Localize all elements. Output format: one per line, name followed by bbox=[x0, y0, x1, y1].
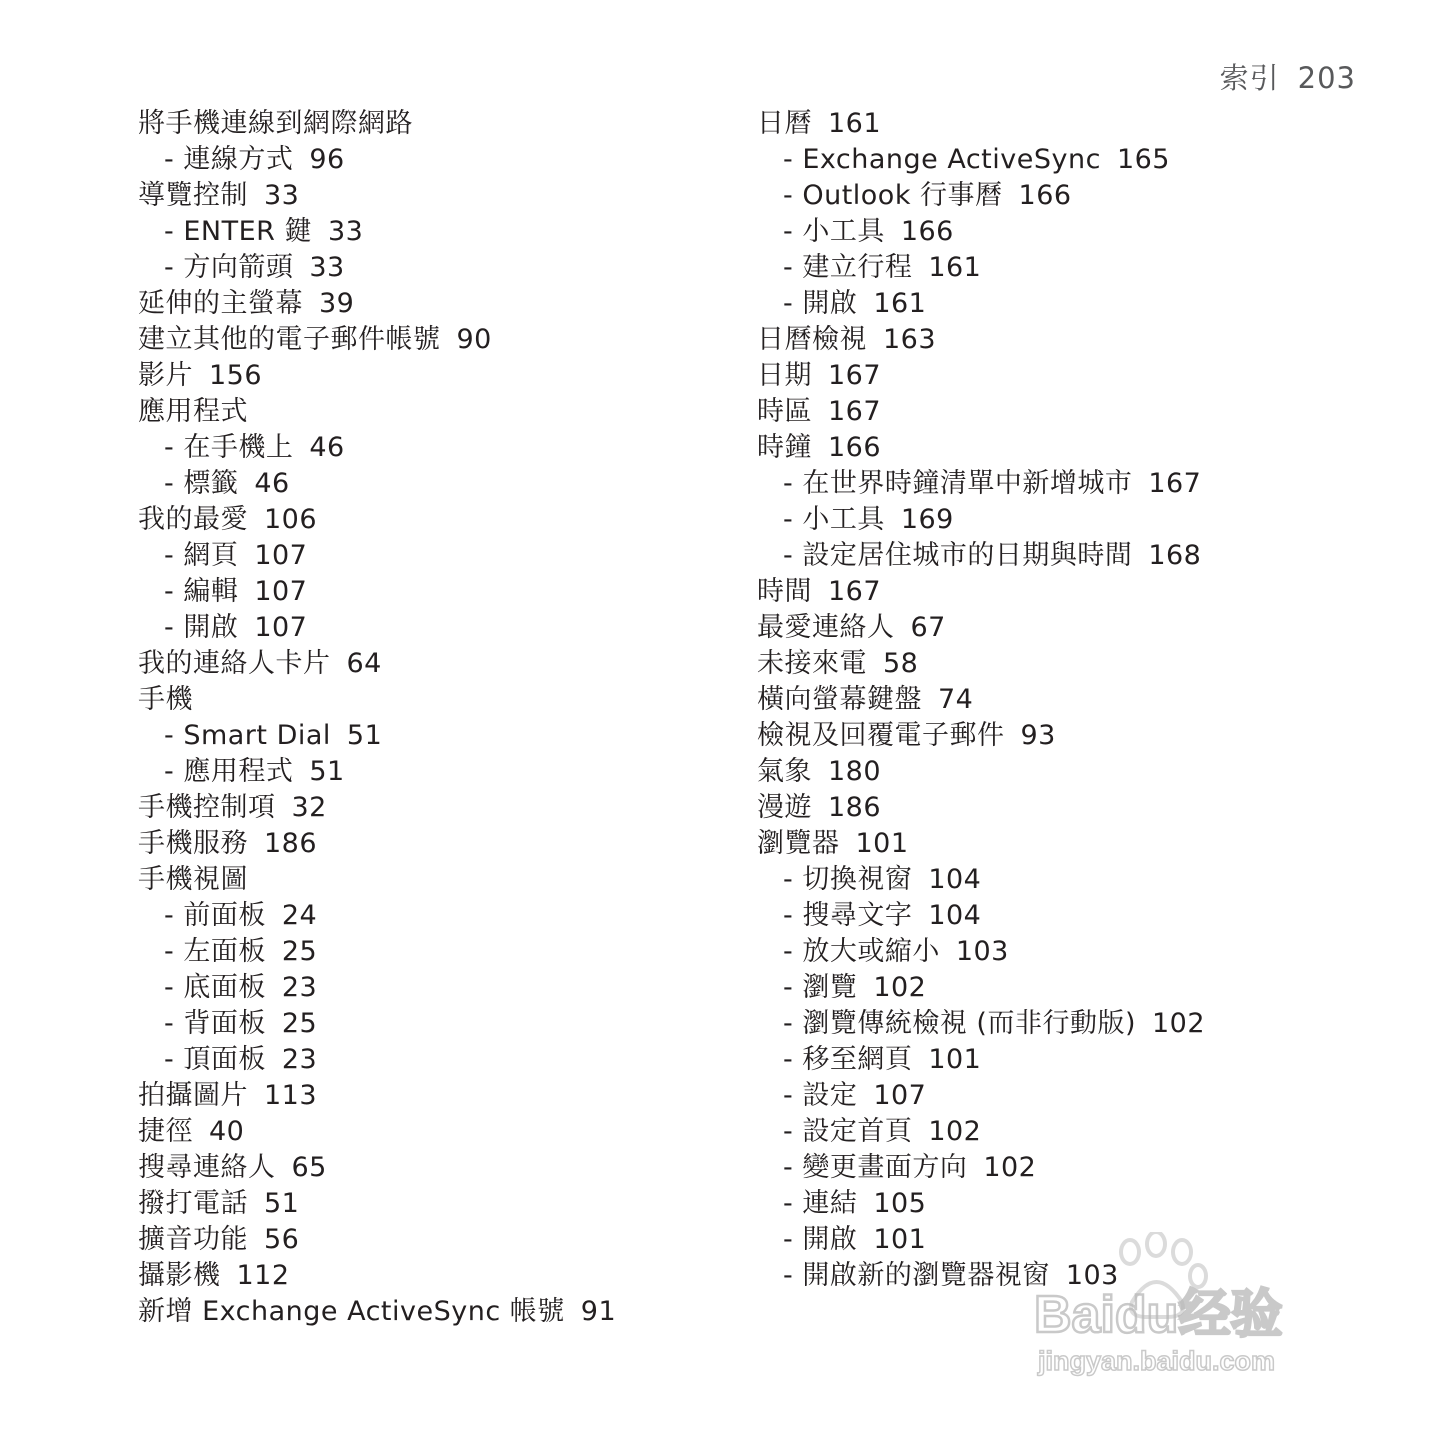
index-subentry bbox=[138, 970, 616, 1006]
index-subentry bbox=[138, 754, 616, 790]
index-page-ref: 104 bbox=[928, 900, 982, 931]
index-term: - 應用程式 bbox=[164, 756, 294, 787]
index-term: - 頂面板 bbox=[164, 1044, 266, 1075]
watermark-url-text: jingyan.baidu.com bbox=[1038, 1346, 1276, 1376]
index-term: - 瀏覽 bbox=[783, 972, 858, 1003]
index-term: - Exchange ActiveSync bbox=[783, 144, 1101, 175]
index-term: 撥打電話 bbox=[138, 1188, 248, 1219]
index-term: 橫向螢幕鍵盤 bbox=[757, 684, 922, 715]
index-term: 時鐘 bbox=[757, 432, 812, 463]
index-term: - 瀏覽傳統檢視 (而非行動版) bbox=[783, 1008, 1136, 1039]
index-page-ref: 25 bbox=[281, 936, 318, 967]
index-page-ref: 161 bbox=[873, 288, 927, 319]
index-page-ref: 161 bbox=[828, 108, 882, 139]
index-entry bbox=[757, 430, 1205, 466]
index-page-ref: 107 bbox=[254, 612, 308, 643]
index-page-ref: 186 bbox=[264, 828, 318, 859]
section-title: 索引 bbox=[1219, 61, 1280, 95]
index-term: - 連結 bbox=[783, 1188, 858, 1219]
index-term: - Smart Dial bbox=[164, 720, 331, 751]
index-term: - 放大或縮小 bbox=[783, 936, 940, 967]
index-entry bbox=[138, 1186, 616, 1222]
index-subentry bbox=[757, 1114, 1205, 1150]
index-entry bbox=[757, 610, 1205, 646]
index-term: - 小工具 bbox=[783, 504, 885, 535]
index-page-ref: 107 bbox=[873, 1080, 927, 1111]
index-term: - 底面板 bbox=[164, 972, 266, 1003]
index-subentry bbox=[757, 970, 1205, 1006]
index-page-ref: 25 bbox=[281, 1008, 318, 1039]
index-page-ref: 161 bbox=[928, 252, 982, 283]
index-entry bbox=[138, 1078, 616, 1114]
index-term: 最愛連絡人 bbox=[757, 612, 895, 643]
index-entry bbox=[757, 646, 1205, 682]
index-subentry bbox=[138, 718, 616, 754]
index-term: 時區 bbox=[757, 396, 812, 427]
index-term: 應用程式 bbox=[138, 396, 248, 427]
index-term: - 在世界時鐘清單中新增城市 bbox=[783, 468, 1133, 499]
index-term: - 切換視窗 bbox=[783, 864, 913, 895]
index-subentry bbox=[757, 142, 1205, 178]
index-entry bbox=[757, 826, 1205, 862]
index-entry bbox=[757, 682, 1205, 718]
index-term: - 設定 bbox=[783, 1080, 858, 1111]
index-term: - Outlook 行事曆 bbox=[783, 180, 1003, 211]
index-page-ref: 56 bbox=[264, 1224, 300, 1255]
index-page-ref: 113 bbox=[264, 1080, 318, 1111]
index-page-ref: 58 bbox=[883, 648, 919, 679]
index-page-ref: 64 bbox=[346, 648, 382, 679]
index-subentry bbox=[757, 1258, 1205, 1294]
index-subentry bbox=[757, 178, 1205, 214]
index-term: - 開啟 bbox=[164, 612, 239, 643]
index-subentry bbox=[138, 898, 616, 934]
index-term: - 連線方式 bbox=[164, 144, 294, 175]
index-column-left bbox=[138, 106, 616, 1330]
index-column-right bbox=[757, 106, 1205, 1294]
index-subentry bbox=[138, 466, 616, 502]
index-page-ref: 169 bbox=[900, 504, 954, 535]
index-page-ref: 180 bbox=[828, 756, 882, 787]
index-subentry bbox=[757, 502, 1205, 538]
index-term: - 設定居住城市的日期與時間 bbox=[783, 540, 1133, 571]
index-subentry bbox=[757, 250, 1205, 286]
index-term: 手機視圖 bbox=[138, 864, 248, 895]
index-entry bbox=[138, 1114, 616, 1150]
index-entry bbox=[138, 1150, 616, 1186]
index-page-ref: 93 bbox=[1020, 720, 1056, 751]
index-page-ref: 167 bbox=[828, 576, 882, 607]
index-page-ref: 33 bbox=[309, 252, 345, 283]
watermark-logo-text: Baidu经验 bbox=[1034, 1286, 1283, 1344]
index-term: - 編輯 bbox=[164, 576, 239, 607]
index-subentry bbox=[138, 934, 616, 970]
index-term: 新增 Exchange ActiveSync 帳號 bbox=[138, 1296, 565, 1327]
index-term: 導覽控制 bbox=[138, 180, 248, 211]
index-term: - 搜尋文字 bbox=[783, 900, 913, 931]
index-subentry bbox=[138, 538, 616, 574]
index-term: 日曆 bbox=[757, 108, 812, 139]
index-term: - 設定首頁 bbox=[783, 1116, 913, 1147]
index-term: 手機 bbox=[138, 684, 193, 715]
index-entry bbox=[757, 106, 1205, 142]
index-page-ref: 101 bbox=[855, 828, 909, 859]
index-page-ref: 112 bbox=[236, 1260, 290, 1291]
index-page-ref: 166 bbox=[828, 432, 882, 463]
index-term: 擴音功能 bbox=[138, 1224, 248, 1255]
index-term: - 建立行程 bbox=[783, 252, 913, 283]
index-entry bbox=[757, 574, 1205, 610]
index-page-ref: 51 bbox=[346, 720, 383, 751]
index-page-ref: 167 bbox=[828, 360, 882, 391]
index-entry bbox=[138, 178, 616, 214]
index-page-ref: 46 bbox=[309, 432, 345, 463]
index-term: - 左面板 bbox=[164, 936, 266, 967]
index-term: 捷徑 bbox=[138, 1116, 193, 1147]
index-page-ref: 104 bbox=[928, 864, 982, 895]
index-entry bbox=[138, 826, 616, 862]
index-term: 漫遊 bbox=[757, 792, 812, 823]
index-term: 建立其他的電子郵件帳號 bbox=[138, 324, 441, 355]
index-subentry bbox=[138, 142, 616, 178]
index-term: - 移至網頁 bbox=[783, 1044, 913, 1075]
index-entry bbox=[138, 862, 616, 898]
index-subentry bbox=[138, 214, 616, 250]
index-entry bbox=[757, 394, 1205, 430]
index-page-ref: 67 bbox=[910, 612, 946, 643]
index-term: 將手機連線到網際網路 bbox=[138, 108, 413, 139]
index-term: 日曆檢視 bbox=[757, 324, 867, 355]
index-page-ref: 65 bbox=[291, 1152, 327, 1183]
index-subentry bbox=[757, 934, 1205, 970]
index-page-ref: 168 bbox=[1148, 540, 1202, 571]
index-entry bbox=[138, 1222, 616, 1258]
index-page-ref: 90 bbox=[456, 324, 492, 355]
index-term: 瀏覽器 bbox=[757, 828, 840, 859]
index-term: 拍攝圖片 bbox=[138, 1080, 248, 1111]
index-term: 延伸的主螢幕 bbox=[138, 288, 303, 319]
index-entry bbox=[757, 754, 1205, 790]
index-page-ref: 24 bbox=[281, 900, 318, 931]
index-subentry bbox=[138, 250, 616, 286]
index-subentry bbox=[757, 1006, 1205, 1042]
index-subentry bbox=[757, 286, 1205, 322]
index-page-ref: 32 bbox=[291, 792, 327, 823]
index-page-ref: 51 bbox=[264, 1188, 300, 1219]
index-entry bbox=[138, 1258, 616, 1294]
index-entry bbox=[757, 718, 1205, 754]
index-page-ref: 163 bbox=[883, 324, 937, 355]
index-page-ref: 167 bbox=[828, 396, 882, 427]
index-page-ref: 107 bbox=[254, 540, 308, 571]
index-subentry bbox=[757, 1150, 1205, 1186]
index-subentry bbox=[757, 466, 1205, 502]
index-entry bbox=[138, 1294, 616, 1330]
index-page-ref: 102 bbox=[873, 972, 927, 1003]
index-term: - 網頁 bbox=[164, 540, 239, 571]
index-subentry bbox=[757, 862, 1205, 898]
index-term: - 背面板 bbox=[164, 1008, 266, 1039]
index-term: - ENTER 鍵 bbox=[164, 216, 312, 247]
index-term: - 變更畫面方向 bbox=[783, 1152, 968, 1183]
index-page-ref: 107 bbox=[254, 576, 308, 607]
index-term: 搜尋連絡人 bbox=[138, 1152, 276, 1183]
index-page-ref: 105 bbox=[873, 1188, 927, 1219]
index-page-ref: 101 bbox=[873, 1224, 927, 1255]
index-term: 攝影機 bbox=[138, 1260, 221, 1291]
index-page-ref: 102 bbox=[928, 1116, 982, 1147]
index-subentry bbox=[138, 610, 616, 646]
index-page-ref: 39 bbox=[319, 288, 355, 319]
index-term: - 方向箭頭 bbox=[164, 252, 294, 283]
index-entry bbox=[138, 358, 616, 394]
index-subentry bbox=[138, 1042, 616, 1078]
index-page-ref: 91 bbox=[580, 1296, 617, 1327]
index-page-ref: 156 bbox=[209, 360, 263, 391]
index-page-ref: 106 bbox=[264, 504, 318, 535]
index-subentry bbox=[757, 1042, 1205, 1078]
index-entry bbox=[138, 106, 616, 142]
index-term: 時間 bbox=[757, 576, 812, 607]
index-entry bbox=[138, 790, 616, 826]
index-term: 手機控制項 bbox=[138, 792, 276, 823]
index-entry bbox=[138, 646, 616, 682]
index-term: 氣象 bbox=[757, 756, 812, 787]
index-term: - 標籤 bbox=[164, 468, 239, 499]
index-page-ref: 167 bbox=[1148, 468, 1202, 499]
index-term: - 開啟 bbox=[783, 1224, 858, 1255]
index-entry bbox=[138, 394, 616, 430]
index-subentry bbox=[138, 1006, 616, 1042]
index-term: - 小工具 bbox=[783, 216, 885, 247]
index-subentry bbox=[757, 214, 1205, 250]
index-subentry bbox=[757, 1186, 1205, 1222]
index-subentry bbox=[757, 1078, 1205, 1114]
index-entry bbox=[138, 502, 616, 538]
index-entry bbox=[757, 790, 1205, 826]
index-subentry bbox=[757, 898, 1205, 934]
index-subentry bbox=[757, 538, 1205, 574]
index-term: - 開啟 bbox=[783, 288, 858, 319]
index-page-ref: 166 bbox=[900, 216, 954, 247]
index-page-ref: 96 bbox=[309, 144, 345, 175]
index-term: 影片 bbox=[138, 360, 193, 391]
index-page-ref: 101 bbox=[928, 1044, 982, 1075]
page-number: 203 bbox=[1297, 61, 1356, 95]
index-subentry bbox=[757, 1222, 1205, 1258]
index-entry bbox=[757, 322, 1205, 358]
index-page-ref: 33 bbox=[264, 180, 300, 211]
index-page-ref: 74 bbox=[938, 684, 974, 715]
index-term: 我的連絡人卡片 bbox=[138, 648, 331, 679]
index-page-ref: 102 bbox=[1151, 1008, 1206, 1039]
index-term: 檢視及回覆電子郵件 bbox=[757, 720, 1005, 751]
index-term: - 前面板 bbox=[164, 900, 266, 931]
page-header bbox=[1220, 56, 1356, 97]
index-entry bbox=[138, 322, 616, 358]
index-term: 未接來電 bbox=[757, 648, 867, 679]
index-entry bbox=[138, 682, 616, 718]
index-term: - 開啟新的瀏覽器視窗 bbox=[783, 1260, 1050, 1291]
index-term: 我的最愛 bbox=[138, 504, 248, 535]
index-entry bbox=[138, 286, 616, 322]
index-page-ref: 186 bbox=[828, 792, 882, 823]
index-subentry bbox=[138, 430, 616, 466]
index-term: - 在手機上 bbox=[164, 432, 294, 463]
index-page-ref: 103 bbox=[955, 936, 1009, 967]
index-page-ref: 166 bbox=[1018, 180, 1072, 211]
index-page-ref: 51 bbox=[309, 756, 345, 787]
index-term: 日期 bbox=[757, 360, 812, 391]
index-subentry bbox=[138, 574, 616, 610]
index-page-ref: 23 bbox=[281, 972, 318, 1003]
index-page-ref: 46 bbox=[254, 468, 290, 499]
index-page-ref: 23 bbox=[281, 1044, 318, 1075]
index-page-ref: 33 bbox=[327, 216, 364, 247]
index-page-ref: 165 bbox=[1116, 144, 1170, 175]
index-entry bbox=[757, 358, 1205, 394]
index-page-ref: 103 bbox=[1065, 1260, 1119, 1291]
index-page-ref: 40 bbox=[209, 1116, 245, 1147]
index-term: 手機服務 bbox=[138, 828, 248, 859]
index-page-ref: 102 bbox=[983, 1152, 1037, 1183]
